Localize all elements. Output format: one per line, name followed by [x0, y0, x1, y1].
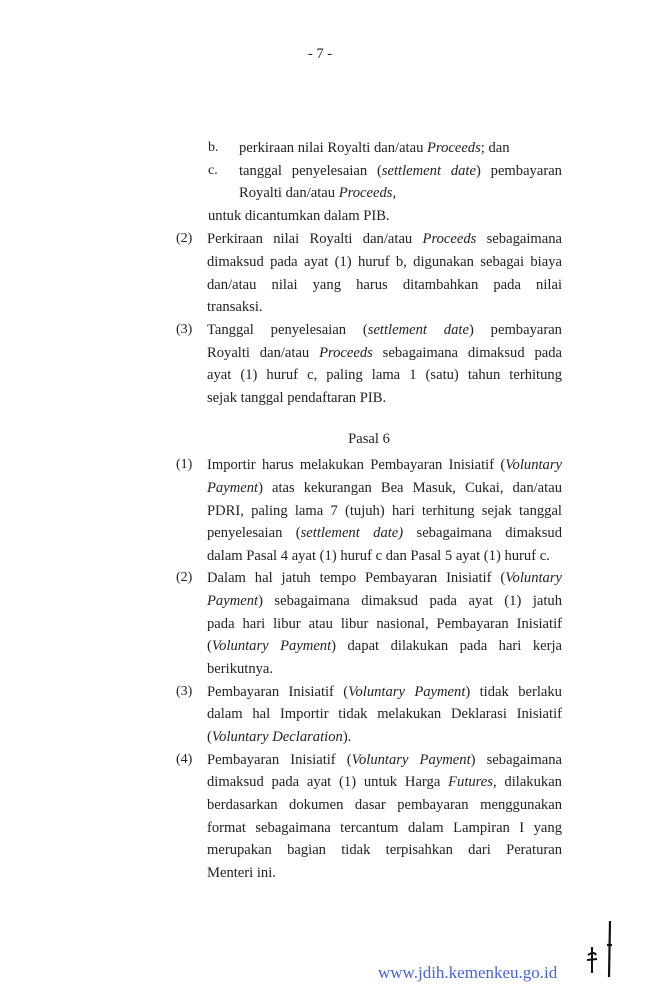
text-segment: Royalti dan/atau	[207, 345, 320, 361]
text-segment: dan/atau nilai yang harus ditambahkan pada nilai	[207, 277, 562, 293]
italic-term: Proceeds,	[338, 185, 397, 201]
italic-term: Voluntary Payment	[348, 684, 466, 700]
text-segment: format sebagaimana tercantum dalam Lampiran I yang	[207, 820, 562, 836]
item-label: (3)	[176, 684, 193, 699]
text-line	[207, 251, 562, 273]
text-segment: ) sebagaimana	[470, 752, 562, 768]
text-line	[207, 681, 562, 703]
text-segment: ) pembayaran	[475, 163, 562, 179]
text-line	[207, 839, 562, 861]
item-label: (1)	[176, 457, 193, 472]
text-segment: Pembayaran Inisiatif (	[207, 752, 352, 768]
italic-term: Proceeds	[427, 140, 481, 156]
italic-term: settlement date	[381, 163, 476, 179]
text-line	[207, 862, 276, 884]
text-segment: sebagaimana	[476, 231, 562, 247]
section-heading: Pasal 6	[348, 431, 390, 447]
text-segment: , dilakukan	[492, 774, 562, 790]
text-segment: PDRI, paling lama 7 (tujuh) hari terhitung sejak tanggal	[207, 503, 562, 519]
footer-link[interactable]: www.jdih.kemenkeu.go.id	[378, 963, 558, 982]
text-segment: dalam hal Importir tidak melakukan Deklarasi Inisiatif	[207, 706, 562, 722]
italic-term: Proceeds	[319, 345, 373, 361]
italic-term: Payment	[207, 593, 259, 609]
text-segment: Menteri ini.	[207, 865, 276, 881]
text-segment: ).	[342, 729, 352, 745]
text-segment: Pembayaran Inisiatif (	[207, 684, 349, 700]
text-line	[207, 613, 562, 635]
text-segment: (	[207, 638, 212, 654]
text-line	[207, 522, 562, 544]
text-segment: ) dapat dilakukan pada hari kerja	[331, 638, 562, 654]
text-line	[207, 749, 562, 771]
italic-term: Proceeds	[422, 231, 477, 247]
text-line	[207, 817, 562, 839]
text-segment: sebagaimana dimaksud	[403, 525, 562, 541]
item-label: (2)	[176, 231, 193, 246]
text-segment: untuk dicantumkan dalam PIB.	[208, 208, 390, 224]
italic-term: Voluntary	[505, 457, 562, 473]
italic-term: Voluntary Payment	[351, 752, 471, 768]
text-line	[207, 342, 562, 364]
italic-term: Voluntary Declaration	[211, 729, 343, 745]
text-line	[207, 454, 562, 476]
text-segment: pada hari libur atau libur nasional, Pembayaran Inisiatif	[207, 616, 562, 632]
text-line	[207, 296, 263, 318]
text-segment: dimaksud pada ayat (1) huruf b, digunakan sebagai biaya	[207, 254, 562, 270]
text-line	[239, 160, 562, 182]
text-segment: (	[207, 729, 212, 745]
text-segment: ; dan	[480, 140, 510, 156]
item-label: (4)	[176, 752, 193, 767]
text-segment: berikutnya.	[207, 661, 274, 677]
text-segment: penyelesaian (	[207, 525, 301, 541]
text-segment: ) atas kekurangan Bea Masuk, Cukai, dan/atau	[258, 480, 562, 496]
text-line	[239, 182, 396, 204]
italic-term: Payment	[207, 480, 259, 496]
text-line	[207, 364, 562, 386]
text-line	[207, 319, 562, 341]
text-segment: ayat (1) huruf c, paling lama 1 (satu) tahun terhitung	[207, 367, 562, 383]
text-segment: dimaksud pada ayat (1) untuk Harga	[207, 774, 449, 790]
text-line	[207, 590, 562, 612]
text-line	[207, 658, 273, 680]
item-label: (3)	[176, 322, 193, 337]
page-number: - 7 -	[307, 46, 333, 62]
text-line	[207, 703, 562, 725]
text-segment: Importir harus melakukan Pembayaran Inisiatif (	[207, 457, 506, 473]
signature-initials	[580, 915, 640, 985]
text-segment: Royalti dan/atau	[239, 185, 339, 201]
text-segment: ) tidak berlaku	[465, 684, 562, 700]
text-line	[208, 205, 390, 227]
text-segment: Tanggal penyelesaian (	[207, 322, 368, 338]
text-segment: transaksi.	[207, 299, 263, 315]
text-line	[207, 228, 562, 250]
text-line	[207, 545, 550, 567]
item-label: c.	[208, 163, 218, 178]
text-line	[207, 500, 562, 522]
text-segment: perkiraan nilai Royalti dan/atau	[239, 140, 428, 156]
text-segment: sebagaimana dimaksud pada	[372, 345, 563, 361]
text-line	[207, 567, 562, 589]
text-segment: dalam Pasal 4 ayat (1) huruf c dan Pasal 5 ayat (1) huruf c.	[207, 548, 550, 564]
text-line	[207, 794, 562, 816]
text-line	[207, 274, 562, 296]
item-label: (2)	[176, 570, 193, 585]
text-line	[239, 137, 510, 159]
text-segment: sejak tanggal pendaftaran PIB.	[207, 390, 387, 406]
italic-term: Voluntary Payment	[211, 638, 332, 654]
text-line	[207, 387, 386, 409]
text-segment: ) sebagaimana dimaksud pada ayat (1) jatuh	[258, 593, 562, 609]
text-segment: Perkiraan nilai Royalti dan/atau	[207, 231, 423, 247]
italic-term: settlement date	[367, 322, 469, 338]
item-label: b.	[208, 140, 219, 155]
text-line	[207, 477, 562, 499]
text-line	[207, 635, 562, 657]
italic-term: Futures	[448, 774, 493, 790]
text-line	[207, 771, 562, 793]
text-segment: merupakan bagian tidak terpisahkan dari Peraturan	[207, 842, 562, 858]
text-segment: berdasarkan dokumen dasar pembayaran menggunakan	[207, 797, 562, 813]
text-segment: Dalam hal jatuh tempo Pembayaran Inisiatif (	[207, 570, 506, 586]
text-segment: ) pembayaran	[468, 322, 562, 338]
italic-term: Voluntary	[505, 570, 562, 586]
text-line	[207, 726, 351, 748]
text-segment: tanggal penyelesaian (	[239, 163, 382, 179]
italic-term: settlement date)	[300, 525, 404, 541]
